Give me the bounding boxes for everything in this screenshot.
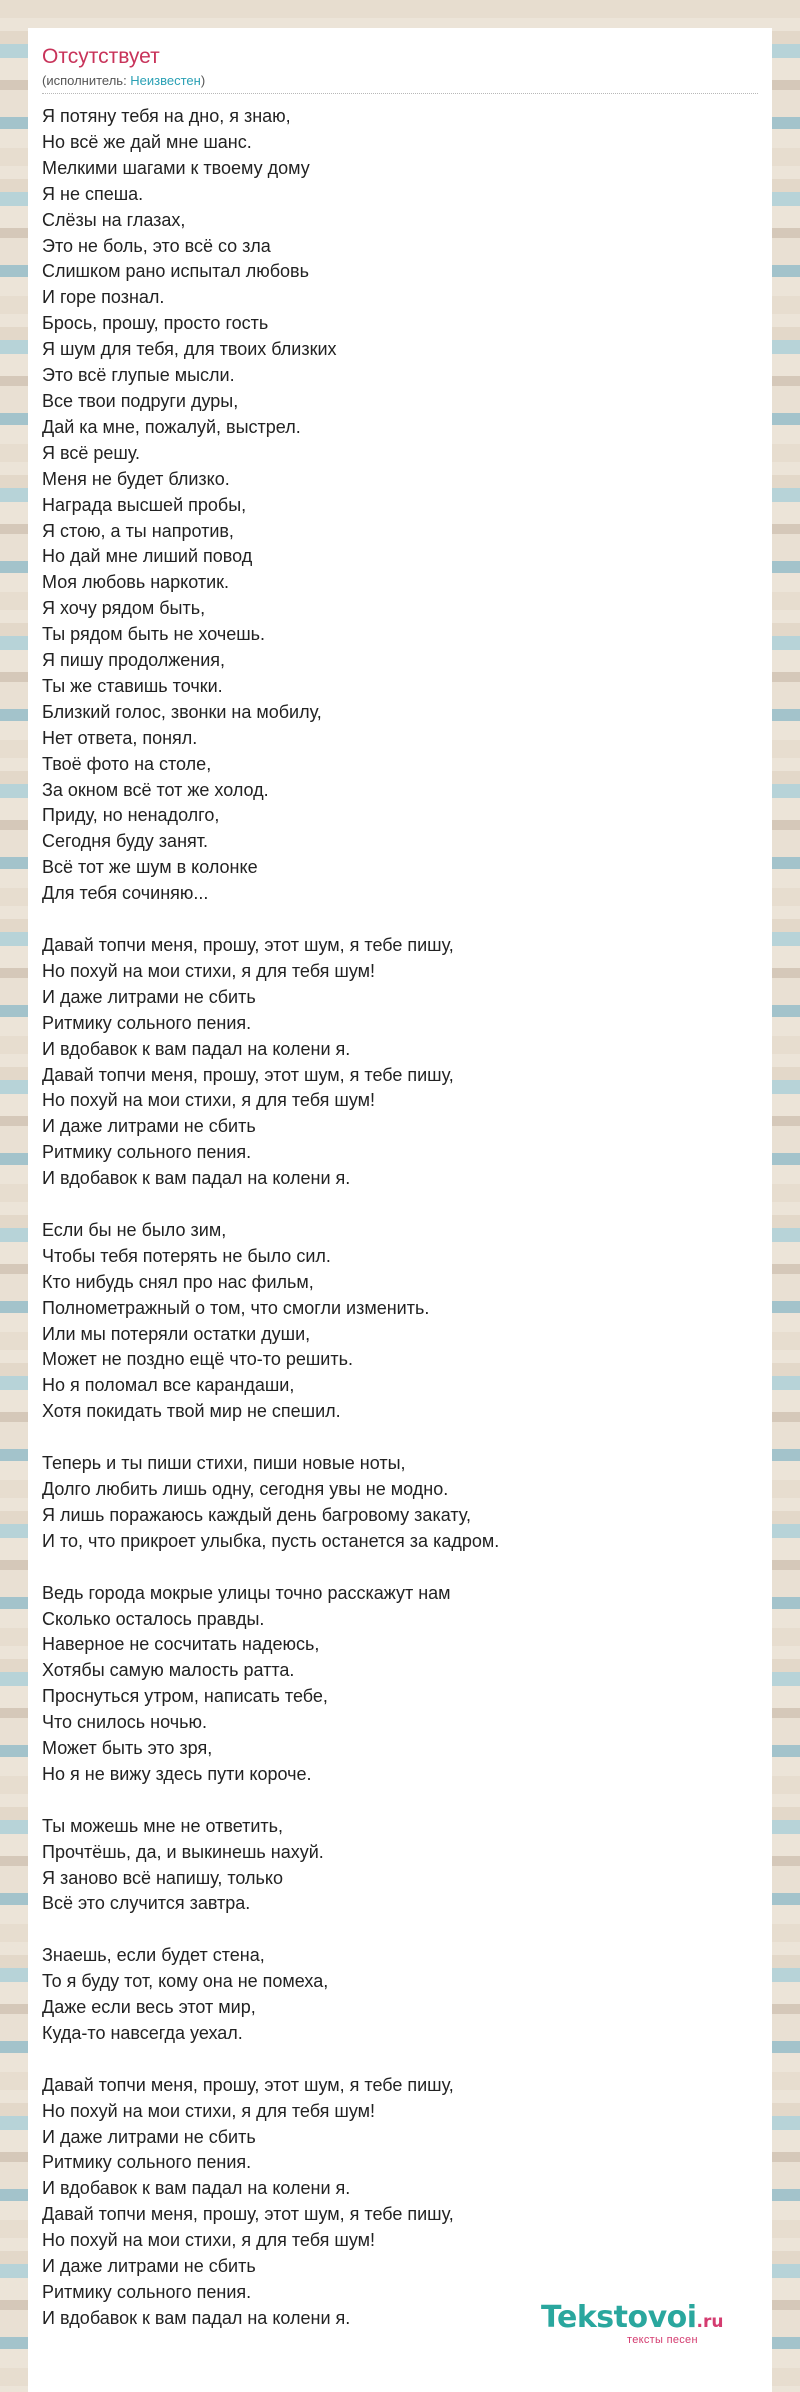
- artist-link[interactable]: Неизвестен: [130, 73, 201, 88]
- lyric-line: Я хочу рядом быть,: [42, 598, 206, 619]
- lyric-line: Я пишу продолжения,: [42, 650, 226, 671]
- lyric-line: Теперь и ты пиши стихи, пиши новые ноты,: [42, 1453, 406, 1474]
- lyric-line: Моя любовь наркотик.: [42, 572, 230, 593]
- lyric-line: Ритмику сольного пения.: [42, 2152, 252, 2173]
- lyric-line: Что снилось ночью.: [42, 1712, 207, 1733]
- lyric-line: И даже литрами не сбить: [42, 1116, 256, 1137]
- lyric-line: Давай топчи меня, прошу, этот шум, я тебе пишу,: [42, 2204, 454, 2225]
- lyric-line: Я не спеша.: [42, 183, 144, 204]
- lyric-line: Мелкими шагами к твоему дому: [42, 157, 310, 178]
- lyric-line: Ты можешь мне не ответить,: [42, 1815, 284, 1836]
- lyric-line: Куда-то навсегда уехал.: [42, 2022, 243, 2043]
- lyrics-stanza: [42, 1451, 742, 1555]
- tekstovoi-logo[interactable]: [541, 2300, 741, 2348]
- title-divider: [42, 93, 758, 94]
- lyric-line: За окном всё тот же холод.: [42, 779, 269, 800]
- lyrics-stanza: [42, 1218, 742, 1425]
- lyric-line: Я всё решу.: [42, 442, 141, 463]
- lyric-line: Но похуй на мои стихи, я для тебя шум!: [42, 2230, 375, 2251]
- lyric-line: Давай топчи меня, прошу, этот шум, я тебе пишу,: [42, 2074, 454, 2095]
- lyric-line: Слёзы на глазах,: [42, 209, 186, 230]
- lyric-line: Всё это случится завтра.: [42, 1893, 251, 1914]
- lyrics-stanza: [42, 1814, 742, 1918]
- lyric-line: Я стою, а ты напротив,: [42, 520, 234, 541]
- lyric-line: Прочтёшь, да, и выкинешь нахуй.: [42, 1841, 324, 1862]
- content-card: [28, 28, 772, 2392]
- lyric-line: Но похуй на мои стихи, я для тебя шум!: [42, 960, 375, 981]
- lyric-line: Может быть это зря,: [42, 1738, 213, 1759]
- lyrics-stanza: [42, 1581, 742, 1788]
- lyric-line: Ты же ставишь точки.: [42, 675, 223, 696]
- logo-tld: .ru: [696, 2312, 724, 2332]
- lyric-line: Ритмику сольного пения.: [42, 2282, 252, 2303]
- lyric-line: То я буду тот, кому она не помеха,: [42, 1971, 329, 1992]
- lyric-line: Но всё же дай мне шанс.: [42, 131, 252, 152]
- lyric-line: Я лишь поражаюсь каждый день багровому закату,: [42, 1504, 471, 1525]
- lyric-line: Я заново всё напишу, только: [42, 1867, 283, 1888]
- lyrics-text: [42, 104, 742, 2358]
- lyric-line: И даже литрами не сбить: [42, 2256, 256, 2277]
- lyric-line: Ритмику сольного пения.: [42, 1142, 252, 1163]
- lyric-line: Это всё глупые мысли.: [42, 365, 235, 386]
- lyric-line: Но я не вижу здесь пути короче.: [42, 1763, 312, 1784]
- lyric-line: Полнометражный о том, что смогли изменить.: [42, 1297, 430, 1318]
- lyric-line: Чтобы тебя потерять не было сил.: [42, 1245, 331, 1266]
- lyric-line: Кто нибудь снял про нас фильм,: [42, 1271, 314, 1292]
- lyric-line: Проснуться утром, написать тебе,: [42, 1686, 328, 1707]
- lyric-line: Это не боль, это всё со зла: [42, 235, 271, 256]
- lyric-line: Награда высшей пробы,: [42, 494, 247, 515]
- lyric-line: Хотя покидать твой мир не спешил.: [42, 1401, 341, 1422]
- lyric-line: И горе познал.: [42, 287, 165, 308]
- lyric-line: Давай топчи меня, прошу, этот шум, я тебе пишу,: [42, 934, 454, 955]
- lyric-line: И даже литрами не сбить: [42, 2126, 256, 2147]
- lyric-line: Все твои подруги дуры,: [42, 390, 239, 411]
- lyric-line: Или мы потеряли остатки души,: [42, 1323, 311, 1344]
- lyric-line: Давай топчи меня, прошу, этот шум, я тебе пишу,: [42, 1064, 454, 1085]
- lyric-line: Даже если весь этот мир,: [42, 1997, 256, 2018]
- artist-line: [42, 72, 205, 90]
- lyric-line: Сегодня буду занят.: [42, 831, 209, 852]
- lyric-line: И вдобавок к вам падал на колени я.: [42, 1168, 351, 1189]
- lyric-line: Приду, но ненадолго,: [42, 805, 220, 826]
- lyric-line: Слишком рано испытал любовь: [42, 261, 309, 282]
- lyric-line: Может не поздно ещё что-то решить.: [42, 1349, 353, 1370]
- lyric-line: Ты рядом быть не хочешь.: [42, 624, 266, 645]
- lyric-line: И вдобавок к вам падал на колени я.: [42, 2178, 351, 2199]
- lyric-line: Сколько осталось правды.: [42, 1608, 265, 1629]
- lyrics-stanza: [42, 933, 742, 1192]
- lyric-line: Нет ответа, понял.: [42, 727, 198, 748]
- lyric-line: Но похуй на мои стихи, я для тебя шум!: [42, 1090, 375, 1111]
- lyric-line: И то, что прикроет улыбка, пусть останется за кадром.: [42, 1530, 500, 1551]
- song-title: Отсутствует: [42, 45, 160, 68]
- lyric-line: И вдобавок к вам падал на колени я.: [42, 1038, 351, 1059]
- lyric-line: Но дай мне лиший повод: [42, 546, 253, 567]
- lyric-line: Брось, прошу, просто гость: [42, 313, 269, 334]
- artist-suffix: ): [200, 73, 206, 88]
- lyric-line: Но похуй на мои стихи, я для тебя шум!: [42, 2100, 375, 2121]
- lyrics-stanza: [42, 104, 742, 907]
- lyric-line: Знаешь, если будет стена,: [42, 1945, 265, 1966]
- lyric-line: Меня не будет близко.: [42, 468, 230, 489]
- lyric-line: Ритмику сольного пения.: [42, 1012, 252, 1033]
- lyric-line: И даже литрами не сбить: [42, 986, 256, 1007]
- lyric-line: Всё тот же шум в колонке: [42, 857, 258, 878]
- lyric-line: Наверное не сосчитать надеюсь,: [42, 1634, 320, 1655]
- artist-prefix: (исполнитель:: [42, 73, 131, 88]
- lyric-line: И вдобавок к вам падал на колени я.: [42, 2307, 351, 2328]
- lyric-line: Но я поломал все карандаши,: [42, 1375, 295, 1396]
- logo-name: Tekstovoi: [541, 2300, 697, 2335]
- lyric-line: Долго любить лишь одну, сегодня увы не модно.: [42, 1478, 449, 1499]
- lyric-line: Дай ка мне, пожалуй, выстрел.: [42, 416, 301, 437]
- lyric-line: Я шум для тебя, для твоих близких: [42, 339, 337, 360]
- lyric-line: Твоё фото на столе,: [42, 753, 212, 774]
- lyric-line: Хотябы самую малость ратта.: [42, 1660, 295, 1681]
- lyric-line: Близкий голос, звонки на мобилу,: [42, 701, 322, 722]
- lyric-line: Для тебя сочиняю...: [42, 883, 209, 904]
- lyric-line: Ведь города мокрые улицы точно расскажут нам: [42, 1582, 451, 1603]
- logo-tagline: тексты песен: [627, 2334, 698, 2346]
- lyrics-stanza: [42, 2073, 742, 2332]
- lyric-line: Я потяну тебя на дно, я знаю,: [42, 106, 291, 126]
- lyrics-stanza: [42, 1943, 742, 2047]
- lyric-line: Если бы не было зим,: [42, 1219, 227, 1240]
